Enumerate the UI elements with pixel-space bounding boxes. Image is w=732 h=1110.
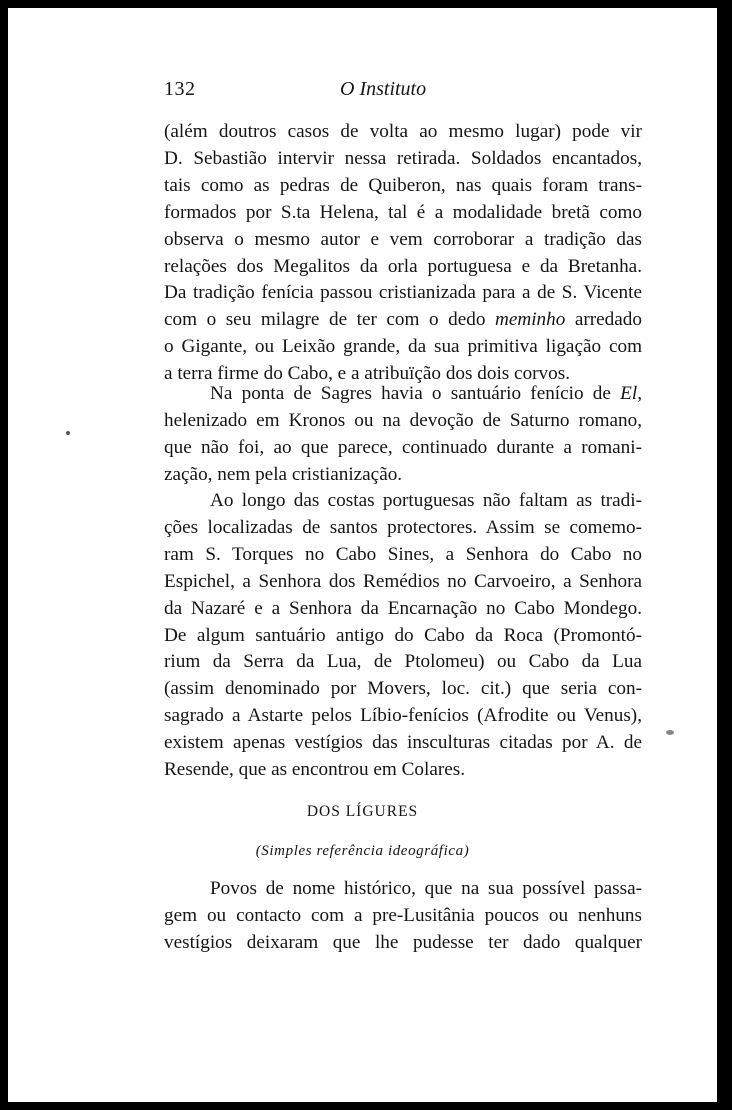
paragraph-2 xyxy=(164,381,642,489)
text-line: tais como as pedras de Quiberon, nas quais foram trans- xyxy=(164,174,642,196)
text-segment: com o seu milagre de ter com o dedo xyxy=(164,309,486,331)
section-subtitle: (Simples referência ideográfica) xyxy=(255,843,470,859)
text-line: helenizado em Kronos ou na devoção de Saturno romano, xyxy=(164,409,642,431)
book-page xyxy=(8,8,717,1102)
text-line: Resende, que as encontrou em Colares. xyxy=(164,759,466,781)
text-line xyxy=(164,307,642,334)
paragraph-3 xyxy=(164,488,642,784)
text-line: Da tradição fenícia passou cristianizada para a de S. Vicente xyxy=(164,282,642,304)
text-line: que não foi, ao que parece, continuado durante a romani- xyxy=(164,436,642,458)
text-line: zação, nem pela cristianização. xyxy=(164,463,403,485)
text-line: formados por S.ta Helena, tal é a modalidade bretã como xyxy=(164,201,642,223)
text-line: observa o mesmo autor e vem corroborar a tradição das xyxy=(164,228,642,250)
section-heading: DOS LÍGURES xyxy=(306,803,419,820)
text-line: gem ou contacto com a pre-Lusitânia poucos ou nenhuns xyxy=(164,904,642,926)
text-line: Espichel, a Senhora dos Remédios no Carvoeiro, a Senhora xyxy=(164,570,642,592)
text-line: ções localizadas de santos protectores. Assim se comemo- xyxy=(164,516,642,538)
text-line: da Nazaré e a Senhora da Encarnação no Cabo Mondego. xyxy=(164,597,642,619)
text-line: sagrado a Astarte pelos Líbio-fenícios (Afrodite ou Venus), xyxy=(164,705,642,727)
italic-word: El, xyxy=(620,383,643,404)
text-line: relações dos Megalitos da orla portuguesa e da Bretanha. xyxy=(164,255,642,277)
text-line: D. Sebastião intervir nessa retirada. Soldados encantados, xyxy=(164,147,642,169)
text-segment: arredado xyxy=(574,309,642,331)
text-line: rium da Serra da Lua, de Ptolomeu) ou Cabo da Lua xyxy=(164,651,642,673)
text-line: (assim denominado por Movers, loc. cit.) que seria con- xyxy=(164,678,642,700)
text-line: De algum santuário antigo do Cabo da Roca (Promontó- xyxy=(164,624,642,646)
text-line: Povos de nome histórico, que na sua possível passa- xyxy=(210,878,642,899)
text-line xyxy=(164,381,642,408)
page-number: 132 xyxy=(164,78,196,100)
text-line: a terra firme do Cabo, e a atribuïção dos dois corvos. xyxy=(164,363,571,385)
page-header xyxy=(8,78,717,108)
text-line: ram S. Torques no Cabo Sines, a Senhora do Cabo no xyxy=(164,543,642,565)
running-title: O Instituto xyxy=(340,78,427,100)
paragraph-1 xyxy=(164,119,642,388)
text-line: o Gigante, ou Leixão grande, da sua primitiva ligação com xyxy=(164,336,642,358)
text-segment: Na ponta de Sagres havia o santuário fenício de xyxy=(210,383,611,404)
paragraph-4 xyxy=(164,876,642,957)
ink-speck xyxy=(66,431,70,435)
italic-word: meminho xyxy=(494,309,566,331)
text-line: existem apenas vestígios das insculturas citadas por A. de xyxy=(164,732,642,754)
ink-speck xyxy=(666,730,674,735)
text-line: Ao longo das costas portuguesas não faltam as tradi- xyxy=(210,490,642,511)
text-line: (além doutros casos de volta ao mesmo lugar) pode vir xyxy=(164,121,642,142)
text-line: vestígios deixaram que lhe pudesse ter dado qualquer xyxy=(164,931,642,953)
